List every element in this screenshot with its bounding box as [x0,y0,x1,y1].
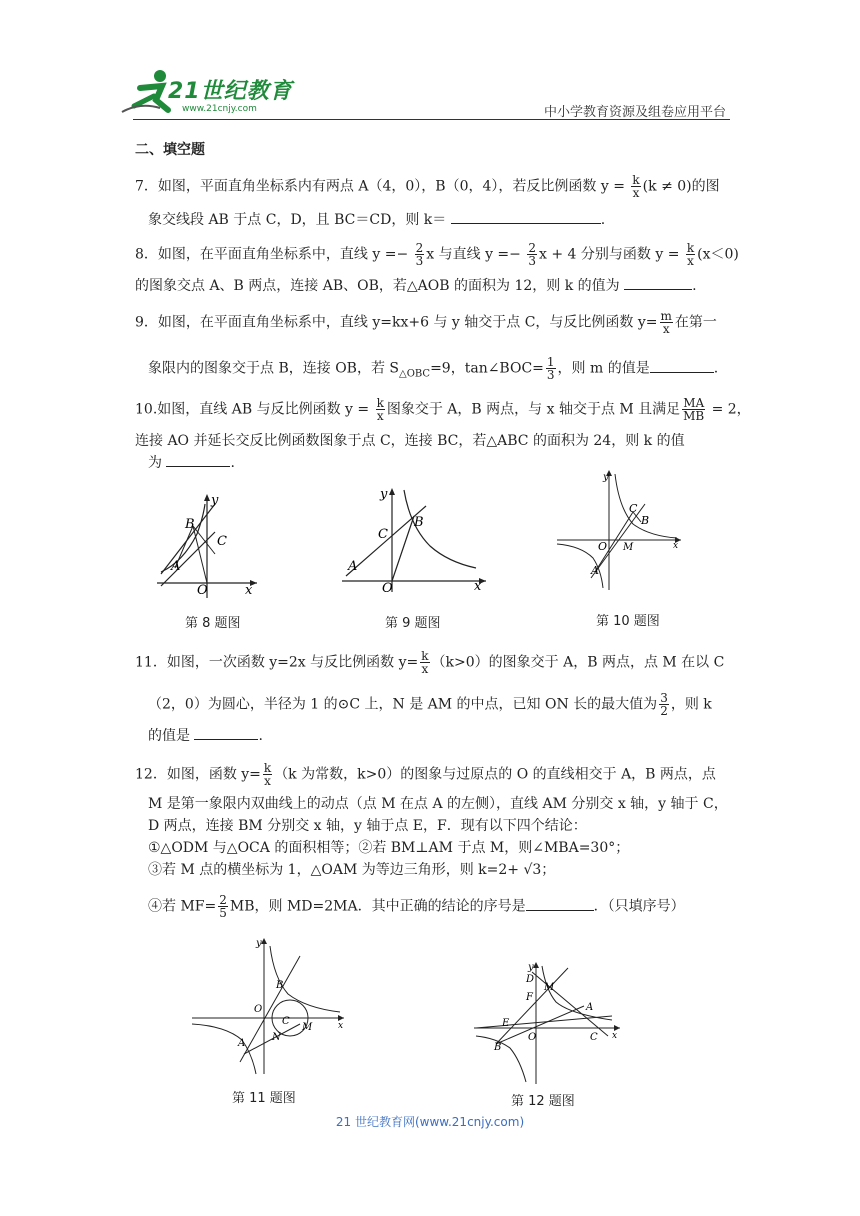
answer-blank[interactable] [624,277,692,290]
caption-fig8: 第 8 题图 [185,616,241,631]
fig11-label-B: B [276,980,284,991]
figure-9 [338,484,488,594]
fig12-label-B: B [494,1042,502,1053]
fig12-label-x: x [612,1031,618,1041]
platform-title: 中小学教育资源及组卷应用平台 [543,105,726,120]
fig9-label-O: O [382,581,393,594]
fig12-label-C: C [590,1032,598,1043]
q12-line4: ①△ODM 与△OCA 的面积相等；②若 BM⊥AM 于点 M，则∠MBA=30°； [148,840,630,856]
fig10-label-x: x [673,541,679,551]
footer-link[interactable]: 21 世纪教育网(www.21cnjy.com) [335,1115,525,1129]
q7-line1: 7．如图，平面直角坐标系内有两点 A（4，0），B（0，4），若反比例函数 y = $\frac{k}{x}$ (k ≠ 0)的图 [135,173,720,200]
fig12-label-E: E [502,1018,510,1029]
q12-line3: D 两点，连接 BM 分别交 x 轴，y 轴于点 E，F．现有以下四个结论： [148,818,587,834]
fig8-label-O: O [197,583,208,598]
fig12-label-A: A [586,1002,594,1013]
q9-line1: 9．如图，在平面直角坐标系中，直线 y=kx+6 与 y 轴交于点 C，与反比例函数 y= $\frac{m}{x}$ 在第一 [135,309,717,336]
fig11-label-A: A [238,1038,246,1049]
fig9-label-y: y [380,487,388,502]
caption-fig11: 第 11 题图 [232,1091,296,1106]
fig11-label-y: y [256,938,262,949]
fig11-label-C: C [282,1016,290,1027]
q11-line3: 的值是 . [148,728,263,744]
answer-blank[interactable] [526,898,594,911]
fig9-label-B: B [414,515,424,530]
fig8-label-x: x [245,583,253,598]
fig10-label-M: M [623,542,634,553]
fig11-label-O: O [254,1004,263,1015]
fig8-label-A: A [171,559,181,574]
answer-blank[interactable] [194,727,258,740]
fig11-label-N: N [272,1032,281,1043]
q12-line5: ③若 M 点的横坐标为 1，△OAM 为等边三角形，则 k=2+ √3； [148,862,556,878]
figure-12 [472,960,622,1086]
q10-line2: 连接 AO 并延长交反比例函数图象于点 C，连接 BC，若△ABC 的面积为 24，则 k 的值 [135,433,685,449]
fig12-label-y: y [528,962,534,973]
fig9-label-x: x [474,579,482,594]
q7-line2: 象交线段 AB 于点 C，D，且 BC＝CD，则 k＝ . [148,212,606,228]
caption-fig12: 第 12 题图 [511,1094,575,1109]
fig10-label-B: B [641,514,650,527]
answer-blank[interactable] [650,360,714,373]
q10-line3: 为 . [148,455,235,471]
figure-11 [188,936,348,1076]
q12-line6: ④若 MF= $\frac{2}{5}$ MB，则 MD=2MA．其中正确的结论的序号是 ．（只填序号） [148,893,685,920]
fig8-label-y: y [211,493,219,508]
figure-10 [553,466,683,594]
fig10-label-A: A [591,564,599,577]
section-title: 二、填空题 [135,142,205,158]
q9-line2: 象限内的图象交于点 B，连接 OB，若 $S_{\triangle OBC}=9$，tan∠BOC= $\frac{1}{3}$ ，则 m 的值是 . [148,355,719,382]
q11-line2: （2，0）为圆心，半径为 1 的⊙C 上，N 是 AM 的中点，已知 ON 长的最大值为 $\frac{3}{2}$ ，则 k [148,691,712,718]
fig8-label-B: B [185,517,195,532]
fig12-label-M: M [544,982,555,993]
fig8-label-C: C [217,534,227,549]
answer-blank[interactable] [166,454,230,467]
fig9-label-C: C [378,527,388,542]
answer-blank[interactable] [451,211,601,224]
fig11-label-M: M [302,1022,313,1033]
fig10-label-O: O [598,540,608,553]
q11-line1: 11．如图，一次函数 y=2x 与反比例函数 y= $\frac{k}{x}$ （k>0）的图象交于 A，B 两点，点 M 在以 C [135,649,725,676]
fig9-label-A: A [348,559,358,574]
logo-text: 21世纪教育 [168,79,293,104]
fig10-label-y: y [603,472,609,483]
fraction-k-over-x: $\frac{k}{x}$ [632,173,640,200]
q8-line1: 8．如图，在平面直角坐标系中，直线 y =− $\frac{2}{3}$ x 与直线 y =− $\frac{2}{3}$ x + 4 分别与函数 y = $\frac{k}{x}$ (x＜0) [135,241,739,268]
q12-line1: 12．如图，函数 y= $\frac{k}{x}$ （k 为常数，k>0）的图象与过原点的 O 的直线相交于 A，B 两点，点 [135,761,716,788]
q8-line2: 的图象交点 A、B 两点，连接 AB、OB，若△AOB 的面积为 12，则 k 的值为 . [135,278,697,294]
fig12-label-F: F [526,992,533,1003]
q10-line1: 10.如图，直线 AB 与反比例函数 y = $\frac{k}{x}$ 图象交于 A，B 两点，与 x 轴交于点 M 且满足 $\frac{MA}{MB}$ = 2， [135,396,751,423]
logo-url: www.21cnjy.com [182,104,257,114]
header-divider [133,119,730,120]
caption-fig10: 第 10 题图 [596,614,660,629]
q12-line2: M 是第一象限内双曲线上的动点（点 M 在点 A 的左侧），直线 AM 分别交 x 轴，y 轴于 C， [148,796,728,812]
fig12-label-D: D [526,974,535,985]
figure-8 [155,490,260,600]
caption-fig9: 第 9 题图 [385,616,441,631]
fig10-label-C: C [629,502,638,515]
fig12-label-O: O [528,1032,537,1043]
fig11-label-x: x [338,1021,344,1031]
